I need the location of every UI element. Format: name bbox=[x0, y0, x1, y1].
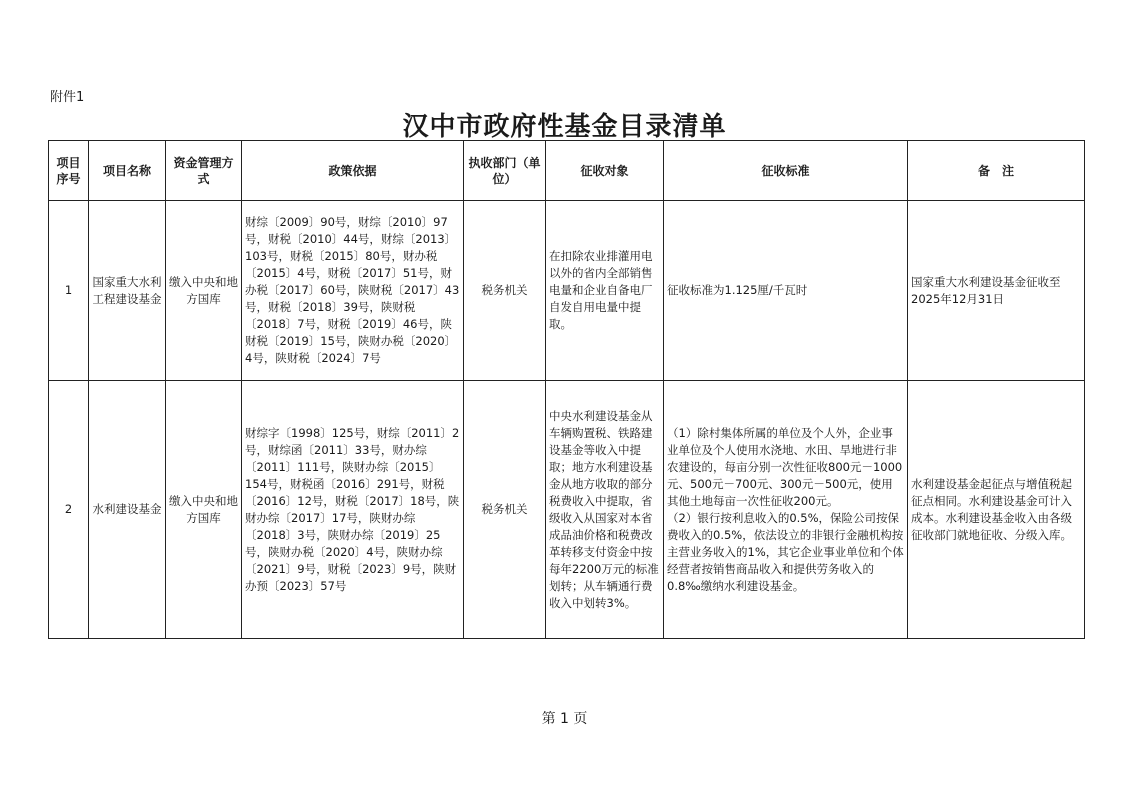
cell-seq: 1 bbox=[49, 201, 89, 381]
header-seq: 项目序号 bbox=[49, 141, 89, 201]
standard-item-1: （1）除村集体所属的单位及个人外，企业事业单位及个人使用水浇地、水田、旱地进行非农建设的，每亩分别一次性征收800元－1000元、500元－700元、300元－500元，使用其他土地每亩一次性征收200元。 bbox=[667, 425, 903, 508]
header-remarks: 备 注 bbox=[908, 141, 1085, 201]
table-row bbox=[49, 381, 1085, 639]
table-header-row bbox=[49, 141, 1085, 201]
cell-standard bbox=[664, 201, 908, 381]
page-number: 第 1 页 bbox=[541, 711, 588, 727]
cell-policy: 财综字〔1998〕125号，财综〔2011〕2号，财综函〔2011〕33号，财办综〔2011〕111号，陕财办综〔2015〕154号，财税函〔2016〕291号，财税〔2016〕12号，财税〔2017〕18号，陕财办综〔2017〕17号，陕财办综〔2018〕3号，陕财办综〔2019〕25号，陕财办税〔2020〕4号，陕财办综〔2021〕9号，财税〔2023〕9号，陕财办预〔2023〕57号 bbox=[242, 381, 464, 639]
cell-target: 在扣除农业排灌用电以外的省内全部销售电量和企业自备电厂自发自用电量中提取。 bbox=[546, 201, 664, 381]
attachment-label: 附件1 bbox=[50, 90, 85, 105]
table-row bbox=[49, 201, 1085, 381]
cell-policy: 财综〔2009〕90号，财综〔2010〕97号，财税〔2010〕44号，财综〔2013〕103号，财税〔2015〕80号，财办税〔2015〕4号，财税〔2017〕51号，财办税〔2017〕60号，陕财税〔2017〕43号，财税〔2018〕39号，陕财税〔2018〕7号，财税〔2019〕46号，陕财税〔2019〕15号，陕财办税〔2020〕4号，陕财税〔2024〕7号 bbox=[242, 201, 464, 381]
header-management: 资金管理方式 bbox=[166, 141, 242, 201]
cell-target: 中央水利建设基金从车辆购置税、铁路建设基金等收入中提取；地方水利建设基金从地方收取的部分税费收入中提取，省级收入从国家对本省成品油价格和税费改革转移支付资金中按每年2200万元的标准划转；从车辆通行费收入中划转3%。 bbox=[546, 381, 664, 639]
page-title: 汉中市政府性基金目录清单 bbox=[402, 112, 727, 142]
standard-text: 征收标准为1.125厘/千瓦时 bbox=[667, 283, 808, 297]
header-department: 执收部门（单位） bbox=[464, 141, 546, 201]
cell-remarks: 水利建设基金起征点与增值税起征点相同。水利建设基金可计入成本。水利建设基金收入由各级征收部门就地征收、分级入库。 bbox=[908, 381, 1085, 639]
cell-name: 水利建设基金 bbox=[89, 381, 166, 639]
cell-name: 国家重大水利工程建设基金 bbox=[89, 201, 166, 381]
header-standard: 征收标准 bbox=[664, 141, 908, 201]
header-name: 项目名称 bbox=[89, 141, 166, 201]
cell-management: 缴入中央和地方国库 bbox=[166, 201, 242, 381]
standard-item-2: （2）银行按利息收入的0.5%，保险公司按保费收入的0.5%，依法设立的非银行金融机构按主营业务收入的1%，其它企业事业单位和个体经营者按销售商品收入和提供劳务收入的0.8‰缴纳水利建设基金。 bbox=[667, 510, 904, 593]
cell-department: 税务机关 bbox=[464, 201, 546, 381]
cell-seq: 2 bbox=[49, 381, 89, 639]
cell-remarks: 国家重大水利建设基金征收至2025年12月31日 bbox=[908, 201, 1085, 381]
cell-standard bbox=[664, 381, 908, 639]
header-policy: 政策依据 bbox=[242, 141, 464, 201]
cell-department: 税务机关 bbox=[464, 381, 546, 639]
fund-table bbox=[48, 140, 1085, 639]
header-target: 征收对象 bbox=[546, 141, 664, 201]
cell-management: 缴入中央和地方国库 bbox=[166, 381, 242, 639]
